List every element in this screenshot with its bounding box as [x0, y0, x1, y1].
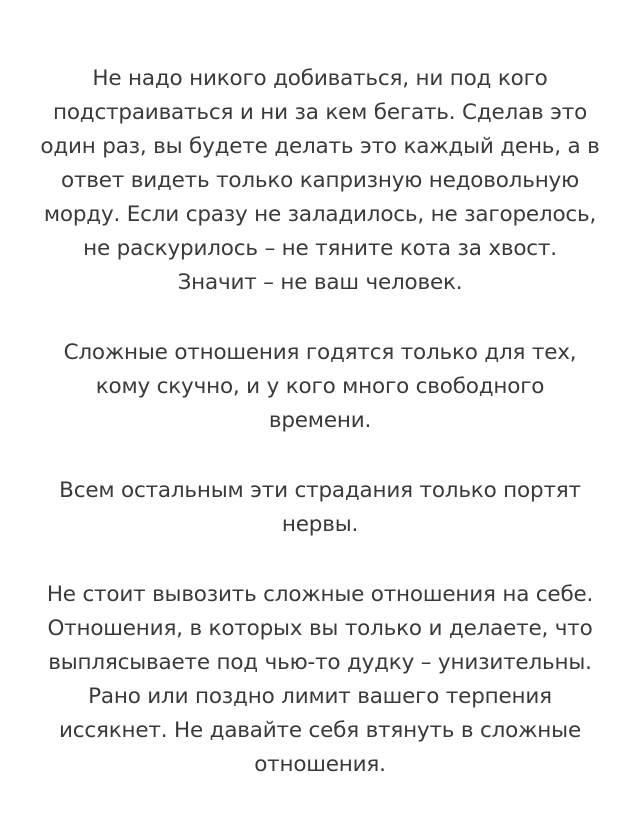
text-line: подстраиваться и ни за кем бегать. Сделав это: [52, 100, 588, 125]
text-line: кому скучно, и у кого много свободного: [95, 374, 545, 399]
text-line: Не стоит вывозить сложные отношения на себе.: [46, 582, 594, 607]
text-line: нервы.: [281, 512, 359, 537]
text-line: Всем остальным эти страдания только портят: [59, 478, 581, 503]
text-line: Отношения, в которых вы только и делаете, что: [47, 616, 593, 641]
text-block: [16, 62, 624, 818]
text-line: Значит – не ваш человек.: [177, 270, 463, 295]
text-line: ответ видеть только капризную недовольную: [61, 168, 579, 193]
text-line: один раз, вы будете делать это каждый день, а в: [40, 134, 600, 159]
text-line: выплясываете под чью-то дудку – унизительны.: [48, 650, 592, 675]
text-line: времени.: [268, 408, 372, 433]
paragraph-3: [16, 474, 624, 542]
text-line: иссякнет. Не давайте себя втянуть в сложные: [59, 718, 581, 743]
text-line: Не надо никого добиваться, ни под кого: [92, 66, 548, 91]
text-line: отношения.: [254, 752, 386, 777]
text-line: Рано или поздно лимит вашего терпения: [88, 684, 552, 709]
paragraph-2: [16, 336, 624, 438]
paragraph-4: [16, 578, 624, 782]
text-line: Сложные отношения годятся только для тех,: [63, 340, 577, 365]
paragraph-1: [16, 62, 624, 300]
text-line: не раскурилось – не тяните кота за хвост.: [83, 236, 557, 261]
text-line: морду. Если сразу не заладилось, не загорелось,: [43, 202, 597, 227]
